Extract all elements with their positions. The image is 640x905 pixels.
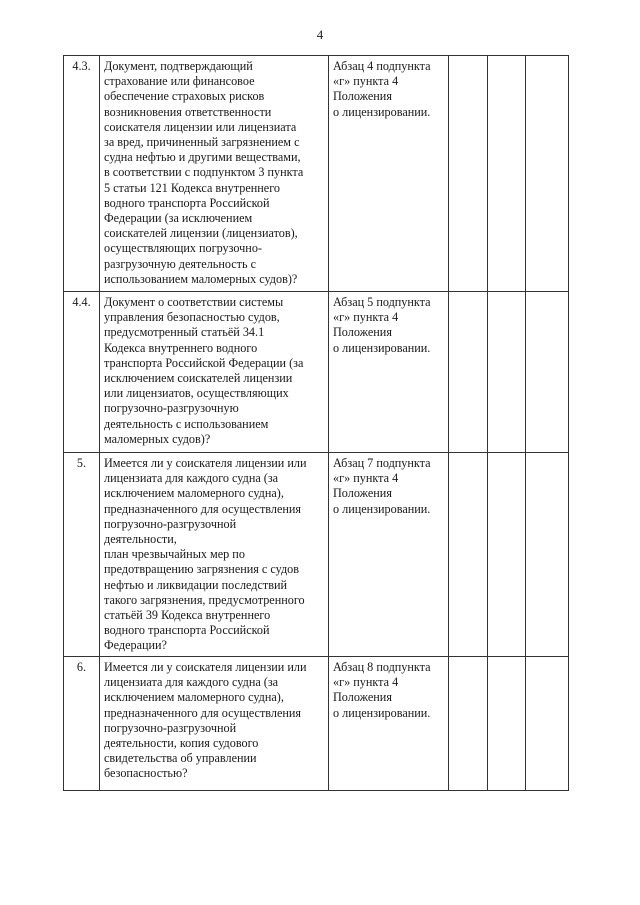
question-line: или лицензиатов, осуществляющих: [104, 386, 289, 401]
question-line: деятельности, копия судового: [104, 736, 259, 751]
answer-cell-no[interactable]: [488, 56, 526, 292]
reference-line: Положения: [333, 690, 392, 705]
question-line: использованием маломерных судов)?: [104, 271, 298, 286]
question-line: предусмотренный статьёй 34.1: [104, 325, 265, 340]
row-number: 4.3.: [64, 56, 100, 292]
table-row: [64, 657, 569, 791]
answer-cell-na[interactable]: [526, 56, 569, 292]
question-line: предотвращению загрязнения с судов: [104, 562, 300, 577]
checklist-table: [63, 55, 569, 791]
reference-line: «г» пункта 4: [333, 74, 399, 89]
reference-line: о лицензировании.: [333, 340, 431, 355]
question-line: страхование или финансовое: [104, 74, 255, 89]
reference-line: «г» пункта 4: [333, 310, 399, 325]
reference-cell: [329, 453, 449, 657]
page-number: 4: [316, 27, 324, 42]
reference-line: Положения: [333, 325, 392, 340]
reference-line: Абзац 8 подпункта: [333, 660, 431, 674]
question-line: исключением соискателей лицензии: [104, 371, 293, 386]
question-line: транспорта Российской Федерации (за: [104, 355, 304, 370]
answer-cell-yes[interactable]: [449, 453, 488, 657]
reference-line: о лицензировании.: [333, 104, 431, 119]
question-line: предназначенного для осуществления: [104, 705, 302, 720]
question-line: погрузочно-разгрузочную: [104, 401, 239, 416]
question-line: маломерных судов)?: [104, 431, 211, 446]
reference-line: Абзац 4 подпункта: [333, 59, 431, 73]
question-line: Кодекса внутреннего водного: [104, 340, 258, 355]
reference-line: о лицензировании.: [333, 501, 431, 516]
reference-cell: [329, 56, 449, 292]
answer-cell-no[interactable]: [488, 292, 526, 453]
question-line: план чрезвычайных мер по: [104, 547, 245, 562]
question-line: за вред, причиненный загрязнением с: [104, 135, 300, 150]
answer-cell-no[interactable]: [488, 453, 526, 657]
question-line: статьёй 39 Кодекса внутреннего: [104, 608, 271, 623]
question-line: исключением маломерного судна),: [104, 486, 284, 501]
question-line: судна нефтью и другими веществами,: [104, 150, 301, 165]
question-line: соискателей лицензии (лицензиатов),: [104, 226, 298, 241]
question-line: исключением маломерного судна),: [104, 690, 284, 705]
question-line: в соответствии с подпунктом 3 пункта: [104, 165, 304, 180]
question-line: Федерации?: [104, 638, 167, 653]
question-line: безопасностью?: [104, 766, 188, 781]
reference-line: Абзац 7 подпункта: [333, 456, 431, 470]
question-line: лицензиата для каждого судна (за: [104, 471, 279, 486]
question-line: возникновения ответственности: [104, 104, 272, 119]
reference-line: Положения: [333, 89, 392, 104]
answer-cell-na[interactable]: [526, 657, 569, 791]
question-line: Имеется ли у соискателя лицензии или: [104, 660, 307, 674]
question-line: лицензиата для каждого судна (за: [104, 675, 279, 690]
answer-cell-yes[interactable]: [449, 657, 488, 791]
question-line: Документ о соответствии системы: [104, 295, 284, 309]
question-line: Документ, подтверждающий: [104, 59, 253, 73]
answer-cell-na[interactable]: [526, 292, 569, 453]
question-line: водного транспорта Российской: [104, 195, 270, 210]
question-line: деятельности,: [104, 532, 177, 547]
question-cell: [100, 657, 329, 791]
question-line: 5 статьи 121 Кодекса внутреннего: [104, 180, 280, 195]
row-number: 5.: [64, 453, 100, 657]
table-row: [64, 453, 569, 657]
reference-cell: [329, 657, 449, 791]
question-line: обеспечение страховых рисков: [104, 89, 265, 104]
table-row: [64, 292, 569, 453]
table-row: [64, 56, 569, 292]
answer-cell-na[interactable]: [526, 453, 569, 657]
question-line: Имеется ли у соискателя лицензии или: [104, 456, 307, 470]
answer-cell-yes[interactable]: [449, 56, 488, 292]
question-line: погрузочно-разгрузочной: [104, 720, 237, 735]
question-cell: [100, 292, 329, 453]
answer-cell-no[interactable]: [488, 657, 526, 791]
answer-cell-yes[interactable]: [449, 292, 488, 453]
reference-line: Абзац 5 подпункта: [333, 295, 431, 309]
question-line: нефтью и ликвидации последствий: [104, 577, 288, 592]
reference-line: «г» пункта 4: [333, 675, 399, 690]
question-line: Федерации (за исключением: [104, 211, 253, 226]
row-number: 4.4.: [64, 292, 100, 453]
reference-line: Положения: [333, 486, 392, 501]
row-number: 6.: [64, 657, 100, 791]
question-cell: [100, 56, 329, 292]
question-line: предназначенного для осуществления: [104, 501, 302, 516]
question-line: деятельность с использованием: [104, 416, 269, 431]
question-line: соискателя лицензии или лицензиата: [104, 119, 297, 134]
question-line: водного транспорта Российской: [104, 623, 270, 638]
question-cell: [100, 453, 329, 657]
question-line: погрузочно-разгрузочной: [104, 516, 237, 531]
question-line: свидетельства об управлении: [104, 751, 257, 766]
question-line: такого загрязнения, предусмотренного: [104, 592, 305, 607]
reference-line: о лицензировании.: [333, 705, 431, 720]
question-line: управления безопасностью судов,: [104, 310, 280, 325]
reference-cell: [329, 292, 449, 453]
question-line: осуществляющих погрузочно-: [104, 241, 262, 256]
reference-line: «г» пункта 4: [333, 471, 399, 486]
question-line: разгрузочную деятельность с: [104, 256, 257, 271]
